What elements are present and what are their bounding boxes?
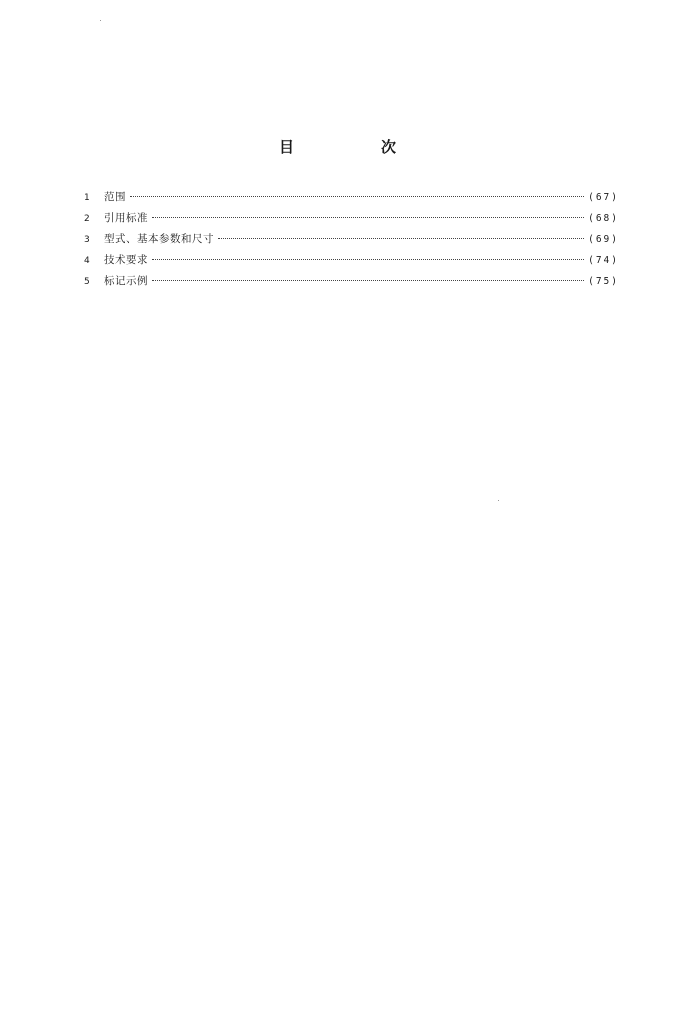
toc-leader-dots [218, 238, 584, 239]
toc-entry-number: 2 [84, 214, 91, 224]
scan-speck [498, 500, 499, 501]
toc-leader-dots [152, 280, 584, 281]
toc-entry [84, 189, 619, 210]
toc-entry-number: 3 [84, 235, 91, 245]
toc-entry-page: (75) [588, 276, 619, 287]
toc-leader-dots [152, 217, 584, 218]
toc-entry-number: 1 [84, 193, 91, 203]
toc-entry [84, 252, 619, 273]
toc-entry [84, 231, 619, 252]
toc-entry-page: (67) [588, 192, 619, 203]
toc-entry-page: (68) [588, 213, 619, 224]
toc-entry-page: (69) [588, 234, 619, 245]
toc-entry-page: (74) [588, 255, 619, 266]
toc-entry-number: 4 [84, 256, 91, 266]
toc-entry-label: 引用标准 [104, 212, 148, 224]
toc-leader-dots [130, 196, 584, 197]
scan-speck [100, 20, 101, 21]
toc-entry-label: 型式、基本参数和尺寸 [104, 233, 214, 245]
toc-entry-label: 技术要求 [104, 254, 148, 266]
toc-entry-label: 范围 [104, 191, 126, 203]
toc-entry [84, 273, 619, 294]
page-title: 目 次 [278, 138, 432, 156]
toc-entry-number: 5 [84, 277, 91, 287]
toc-entry-label: 标记示例 [104, 275, 148, 287]
table-of-contents [84, 189, 619, 294]
toc-entry [84, 210, 619, 231]
toc-leader-dots [152, 259, 584, 260]
